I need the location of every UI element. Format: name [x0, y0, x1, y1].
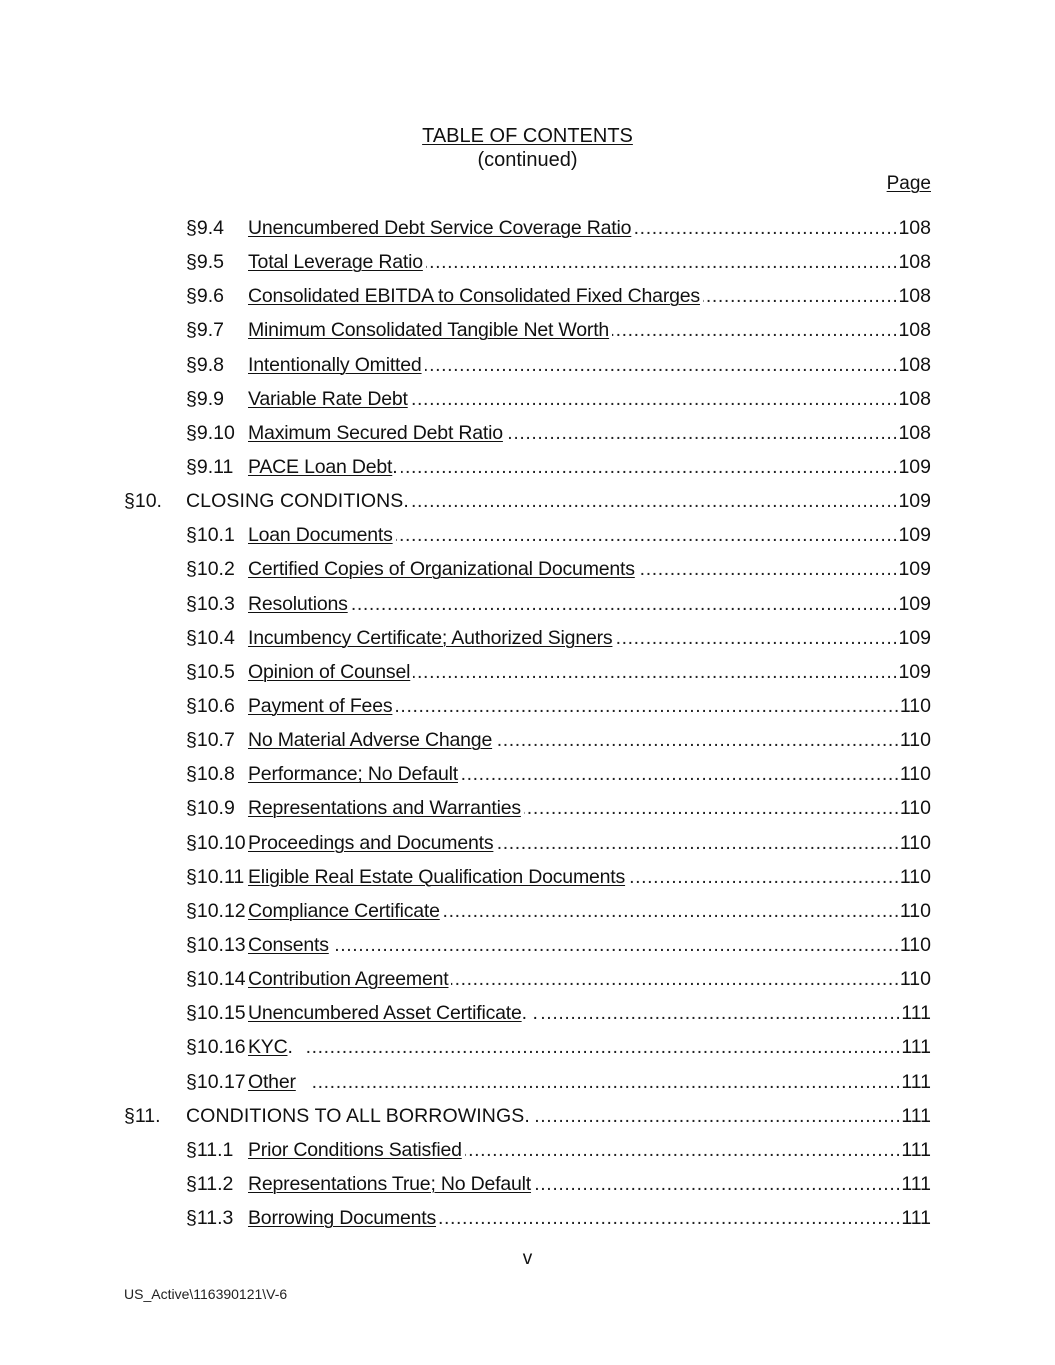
section-number: §10.7 [186, 729, 235, 752]
toc-entry-body [248, 416, 931, 450]
section-title-link[interactable]: Intentionally Omitted [248, 353, 422, 376]
toc-entry-body [186, 484, 931, 518]
section-title-link[interactable]: Resolutions [248, 592, 348, 615]
toc-subsection-entry[interactable] [0, 1065, 1055, 1099]
section-number: §11.2 [186, 1172, 234, 1195]
toc-subsection-entry[interactable] [0, 552, 1055, 586]
dot-leader [451, 962, 899, 996]
section-number: §9.4 [186, 217, 224, 239]
toc-entry-body [248, 1201, 931, 1235]
section-number: §10.10 [186, 831, 246, 854]
toc-subsection-entry[interactable] [0, 621, 1055, 655]
dot-leader [411, 382, 899, 416]
dot-leader [307, 1030, 902, 1064]
toc-entry-body [186, 1099, 931, 1133]
dot-leader [495, 723, 900, 757]
toc-subsection-entry[interactable] [0, 826, 1055, 860]
toc-entry-body [248, 313, 931, 347]
page-title: TABLE OF CONTENTS [422, 125, 633, 147]
section-title-suffix: . [287, 1036, 304, 1059]
dot-leader [310, 1065, 902, 1099]
page-ref: 110 [899, 763, 931, 786]
page-number: v [522, 1248, 533, 1269]
toc-entry-body [248, 211, 931, 245]
page-ref: 108 [898, 285, 931, 308]
page-ref: 110 [899, 933, 931, 956]
section-number: §10.6 [186, 694, 235, 717]
section-title-link[interactable]: Representations and Warranties [248, 797, 521, 820]
toc-entry-body [248, 1133, 931, 1167]
dot-leader [541, 996, 901, 1030]
toc-entry-body [248, 826, 931, 860]
page-ref: 110 [899, 694, 931, 717]
section-title-link[interactable]: Maximum Secured Debt Ratio [248, 421, 503, 444]
page-ref: 108 [898, 353, 931, 376]
section-title-link[interactable]: Compliance Certificate [248, 899, 440, 922]
section-number: §10.11 [186, 865, 245, 888]
section-number: §11.3 [186, 1207, 234, 1230]
page-ref: 108 [898, 421, 931, 444]
dot-leader [524, 791, 900, 825]
dot-leader [443, 894, 900, 928]
page-ref: 110 [899, 899, 931, 922]
page-ref: 109 [898, 558, 931, 581]
page-ref: 111 [901, 1104, 931, 1127]
toc-subsection-entry[interactable] [0, 416, 1055, 450]
toc-entry-body [248, 587, 931, 621]
toc-entry-body [248, 450, 931, 484]
section-title-link[interactable]: Certified Copies of Organizational Documents [248, 558, 635, 581]
page-ref: 111 [901, 1138, 931, 1161]
toc-entry-body [248, 1030, 931, 1064]
section-number: §9.5 [186, 251, 224, 274]
dot-leader [615, 621, 898, 655]
toc-subsection-entry[interactable] [0, 860, 1055, 894]
section-number: §10.16 [186, 1036, 246, 1059]
section-title-link[interactable]: CONDITIONS TO ALL BORROWINGS. [186, 1104, 530, 1127]
toc-subsection-entry[interactable] [0, 1201, 1055, 1235]
section-title-link[interactable]: Borrowing Documents [248, 1207, 437, 1230]
toc-entry-body [248, 962, 931, 996]
document-footer-id: US_Active\116390121\V-6 [124, 1286, 288, 1302]
toc-entry-body [248, 245, 931, 279]
toc-entry-body [248, 518, 931, 552]
toc-subsection-entry[interactable] [0, 689, 1055, 723]
section-title-suffix [296, 1065, 307, 1099]
page-ref: 110 [899, 729, 931, 752]
dot-leader [401, 450, 899, 484]
page-ref: 111 [901, 1070, 931, 1093]
page-ref: 109 [898, 660, 931, 683]
page-ref: 108 [898, 387, 931, 410]
page-ref: 109 [898, 524, 931, 547]
page-ref: 108 [898, 251, 931, 274]
toc-entry-body [248, 757, 931, 791]
toc-subsection-entry[interactable] [0, 450, 1055, 484]
section-number: §10.3 [186, 592, 235, 615]
section-title-link[interactable]: Consolidated EBITDA to Consolidated Fixed Charges [248, 285, 700, 308]
page-ref: 109 [898, 455, 931, 478]
toc-subsection-entry[interactable] [0, 962, 1055, 996]
toc-entry-body [248, 894, 931, 928]
section-title-link[interactable]: Other [248, 1070, 296, 1093]
section-number: §10.1 [186, 524, 235, 547]
section-number: §10.8 [186, 763, 235, 786]
page-subtitle: (continued) [477, 149, 578, 171]
toc-entry-body [248, 279, 931, 313]
section-number: §10.15 [186, 1002, 246, 1025]
dot-leader [612, 313, 898, 347]
section-title-link[interactable]: CLOSING CONDITIONS. [186, 490, 409, 513]
toc-entry-body [248, 621, 931, 655]
toc-subsection-entry[interactable] [0, 211, 1055, 245]
toc-subsection-entry[interactable] [0, 245, 1055, 279]
toc-subsection-entry[interactable] [0, 655, 1055, 689]
section-title-link[interactable]: Incumbency Certificate; Authorized Signers [248, 626, 613, 649]
dot-leader [506, 416, 899, 450]
toc-subsection-entry[interactable] [0, 723, 1055, 757]
section-title-link[interactable]: Payment of Fees [248, 694, 393, 717]
toc-subsection-entry[interactable] [0, 518, 1055, 552]
toc-entry-body [248, 1167, 931, 1201]
dot-leader [439, 1201, 901, 1235]
section-title-link[interactable]: No Material Adverse Change [248, 729, 493, 752]
table-of-contents [0, 211, 1055, 1235]
section-number: §10.14 [186, 968, 246, 991]
page-ref: 111 [901, 1172, 931, 1195]
dot-leader [496, 826, 900, 860]
section-title-link[interactable]: Variable Rate Debt [248, 387, 408, 410]
toc-subsection-entry[interactable] [0, 587, 1055, 621]
section-number: §11.1 [186, 1138, 234, 1161]
section-number: §9.11 [186, 455, 234, 478]
toc-subsection-entry[interactable] [0, 928, 1055, 962]
section-number: §9.10 [186, 421, 235, 444]
section-number: §9.7 [186, 319, 224, 342]
section-number: §10.9 [186, 797, 235, 820]
page-column-header: Page [886, 173, 931, 194]
section-title-link[interactable]: Performance; No Default [248, 763, 458, 786]
section-number: §10.13 [186, 933, 246, 956]
toc-section-heading[interactable] [0, 484, 1055, 518]
toc-section-heading[interactable] [0, 1099, 1055, 1133]
section-number: §10.2 [186, 558, 235, 581]
section-number: §10.4 [186, 626, 235, 649]
toc-entry-body [248, 1065, 931, 1099]
toc-subsection-entry[interactable] [0, 757, 1055, 791]
section-title-link[interactable]: Prior Conditions Satisfied [248, 1138, 462, 1161]
toc-subsection-entry[interactable] [0, 313, 1055, 347]
page-ref: 111 [901, 1036, 931, 1059]
toc-subsection-entry[interactable] [0, 1133, 1055, 1167]
section-title-suffix: . . [521, 1002, 538, 1025]
dot-leader [628, 860, 900, 894]
toc-subsection-entry[interactable] [0, 382, 1055, 416]
section-title-link[interactable]: Loan Documents [248, 524, 393, 547]
toc-subsection-entry[interactable] [0, 1167, 1055, 1201]
toc-entry-body [248, 382, 931, 416]
section-number: §10.12 [186, 899, 246, 922]
dot-leader [533, 1099, 902, 1133]
toc-entry-body [248, 996, 931, 1030]
toc-entry-body [248, 655, 931, 689]
dot-leader [395, 689, 900, 723]
dot-leader [465, 1133, 902, 1167]
section-number: §10. [124, 490, 162, 513]
section-title-link[interactable]: Minimum Consolidated Tangible Net Worth [248, 319, 610, 342]
dot-leader [351, 587, 899, 621]
toc-entry-body [248, 552, 931, 586]
page-ref: 110 [899, 797, 931, 820]
toc-subsection-entry[interactable] [0, 348, 1055, 382]
dot-leader [638, 552, 899, 586]
section-title-link[interactable]: Consents [248, 933, 329, 956]
section-title-link[interactable]: Eligible Real Estate Qualification Documents [248, 865, 626, 888]
section-title-link[interactable]: Opinion of Counsel [248, 660, 411, 683]
title-block [0, 124, 1055, 172]
section-number: §9.8 [186, 353, 224, 376]
section-title-link[interactable]: Unencumbered Asset Certificate [248, 1002, 522, 1025]
dot-leader [396, 518, 899, 552]
toc-subsection-entry[interactable] [0, 791, 1055, 825]
page-ref: 108 [898, 319, 931, 342]
section-title-link[interactable]: Total Leverage Ratio [248, 251, 423, 274]
section-title-link[interactable]: Representations True; No Default [248, 1172, 532, 1195]
section-number: §10.5 [186, 660, 235, 683]
section-number: §10.17 [186, 1070, 246, 1093]
section-title-suffix: . [392, 455, 398, 478]
section-number: §9.6 [186, 285, 224, 308]
toc-subsection-entry[interactable] [0, 894, 1055, 928]
page-ref: 109 [898, 626, 931, 649]
toc-entry-body [248, 723, 931, 757]
toc-entry-body [248, 689, 931, 723]
toc-subsection-entry[interactable] [0, 996, 1055, 1030]
page-ref: 110 [899, 831, 931, 854]
toc-entry-body [248, 928, 931, 962]
dot-leader [412, 484, 899, 518]
section-title-link[interactable]: Unencumbered Debt Service Coverage Ratio [248, 217, 632, 239]
toc-entry-body [248, 791, 931, 825]
dot-leader [634, 211, 898, 245]
dot-leader [461, 757, 900, 791]
page-ref: 108 [898, 217, 931, 239]
page-ref: 111 [901, 1207, 931, 1230]
dot-leader [413, 655, 898, 689]
toc-subsection-entry[interactable] [0, 1030, 1055, 1064]
section-number: §11. [124, 1104, 161, 1127]
section-title-link[interactable]: KYC [248, 1036, 288, 1059]
page-ref: 111 [901, 1002, 931, 1025]
dot-leader [426, 245, 899, 279]
page-ref: 110 [899, 865, 931, 888]
page-ref: 109 [898, 490, 931, 513]
section-number: §9.9 [186, 387, 224, 410]
toc-subsection-entry[interactable] [0, 279, 1055, 313]
toc-entry-body [248, 348, 931, 382]
dot-leader [332, 928, 900, 962]
page-ref: 109 [898, 592, 931, 615]
section-title-link[interactable]: Contribution Agreement [248, 968, 449, 991]
section-title-link[interactable]: Proceedings and Documents [248, 831, 494, 854]
toc-entry-body [248, 860, 931, 894]
dot-leader [703, 279, 898, 313]
dot-leader [425, 348, 899, 382]
dot-leader [534, 1167, 901, 1201]
section-title-link[interactable]: PACE Loan Debt [248, 455, 393, 478]
page-ref: 110 [899, 968, 931, 991]
